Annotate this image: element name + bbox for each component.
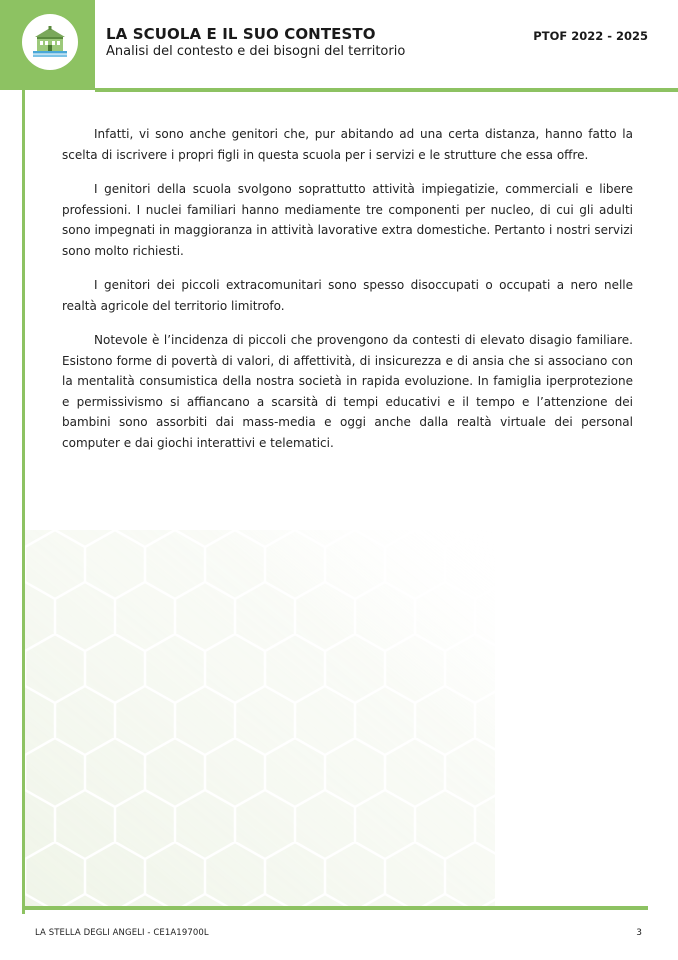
paragraph-4: Notevole è l’incidenza di piccoli che provengono da contesti di elevato disagio familiare. Esistono forme di povertà di valori, di affettività, di insicurezza e di ansia che si associano con la mentalità consumistica della nostra società in rapida evoluzione. In famiglia iperprotezione e permissivismo si affiancano a scarsità di tempi educativi e il tempo e l’attenzione dei bambini sono assorbiti dai mass-media e oggi anche dalla realtà virtuale dei personal computer e dai giochi interattivi e telematici. (62, 333, 633, 450)
header-divider (95, 88, 678, 92)
page-subtitle: Analisi del contesto e dei bisogni del territorio (106, 44, 406, 59)
footer-school-name: LA STELLA DEGLI ANGELI - CE1A19700L (35, 928, 209, 938)
page-number: 3 (636, 928, 642, 938)
paragraph-2: I genitori della scuola svolgono soprattutto attività impiegatizie, commerciali e libere professioni. I nuclei familiari hanno mediamente tre componenti per nucleo, di cui gli adulti sono impegnati in maggioranza in attività lavorative extra domestiche. Pertanto i nostri servizi sono molto richiesti. (62, 182, 633, 258)
school-building-icon (31, 26, 69, 58)
paragraph-1: Infatti, vi sono anche genitori che, pur abitando ad una certa distanza, hanno fatto la scelta di iscrivere i propri figli in questa scuola per i servizi e le strutture che essa offre. (62, 127, 633, 162)
document-id: PTOF 2022 - 2025 (533, 29, 648, 43)
paragraph-3: I genitori dei piccoli extracomunitari sono spesso disoccupati o occupati a nero nelle realtà agricole del territorio limitrofo. (62, 278, 633, 313)
page-title: LA SCUOLA E IL SUO CONTESTO (106, 25, 376, 43)
school-logo (22, 14, 78, 70)
main-content (62, 124, 633, 467)
header-green-band (0, 0, 95, 90)
footer-divider (22, 906, 648, 910)
hexagon-background-pattern (25, 530, 495, 906)
